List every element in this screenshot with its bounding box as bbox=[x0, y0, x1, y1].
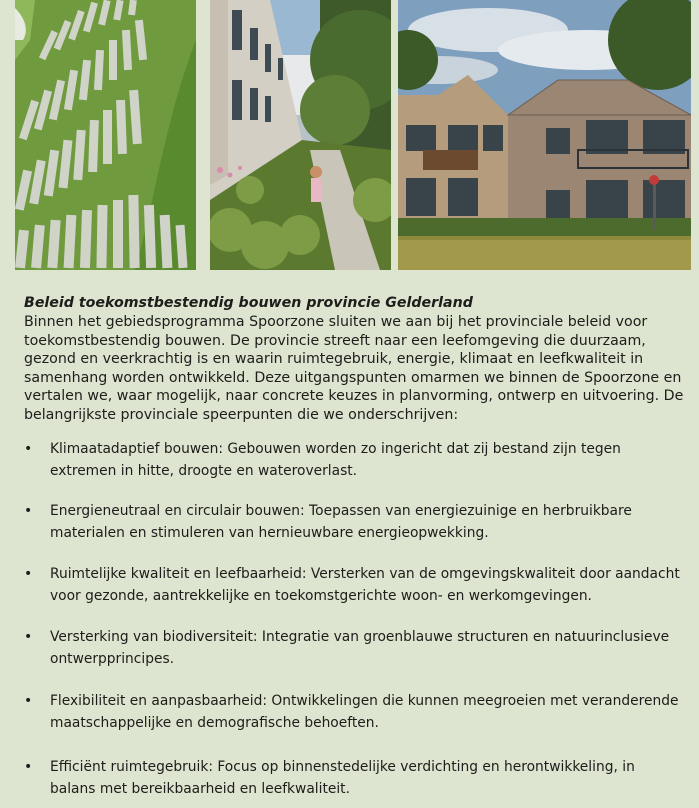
list-item-text: Versterking van biodiversiteit: Integratie van groenblauwe structuren en natuurinclusieve ontwerpprincipes. bbox=[50, 629, 670, 667]
list-item bbox=[24, 626, 684, 670]
list-item bbox=[24, 690, 684, 734]
grass-paver-illustration bbox=[15, 0, 196, 270]
courtyard-illustration bbox=[210, 0, 391, 270]
bullet-icon: • bbox=[24, 693, 33, 709]
intro-paragraph: Binnen het gebiedsprogramma Spoorzone sluiten we aan bij het provinciale beleid voor toekomstbestendig bouwen. De provincie streeft naar een leefomgeving die duurzaam, gezond en veerkrachtig is en waarin ruimtegebruik, energie, klimaat en leefkwaliteit in samenhang worden ontwikkeld. Deze uitgangspunten omarmen we binnen de Spoorzone en vertalen we, waar mogelijk, naar concrete keuzes in planvorming, ontwerp en uitvoering. De belangrijkste provinciale speerpunten die we onderschrijven: bbox=[24, 314, 684, 423]
list-item-text: Klimaatadaptief bouwen: Gebouwen worden zo ingericht dat zij bestand zijn tegen extremen in hitte, droogte en wateroverlast. bbox=[50, 441, 621, 479]
list-item bbox=[24, 756, 684, 800]
timber-houses-photo bbox=[398, 0, 691, 270]
list-item bbox=[24, 563, 684, 607]
bullet-icon: • bbox=[24, 503, 33, 519]
section-heading: Beleid toekomstbestendig bouwen provincie Gelderland bbox=[24, 295, 473, 311]
bullet-icon: • bbox=[24, 629, 33, 645]
courtyard-photo bbox=[210, 0, 391, 270]
list-item-text: Ruimtelijke kwaliteit en leefbaarheid: Versterken van de omgevingskwaliteit door aandacht voor gezonde, aantrekkelijke en toekomstgerichte woon- en werkomgevingen. bbox=[50, 566, 680, 604]
bullet-icon: • bbox=[24, 441, 33, 457]
policy-text-block bbox=[24, 294, 684, 425]
list-item bbox=[24, 438, 684, 482]
grass-paver-photo bbox=[15, 0, 196, 270]
list-item-text: Flexibiliteit en aanpasbaarheid: Ontwikkelingen die kunnen meegroeien met veranderende maatschappelijke en demografische behoeften. bbox=[50, 693, 679, 731]
list-item-text: Energieneutraal en circulair bouwen: Toepassen van energiezuinige en herbruikbare materialen en stimuleren van hernieuwbare energieopwekking. bbox=[50, 503, 632, 541]
list-item-text: Efficiënt ruimtegebruik: Focus op binnenstedelijke verdichting en herontwikkeling, in balans met bereikbaarheid en leefkwaliteit. bbox=[50, 759, 635, 797]
timber-houses-illustration bbox=[398, 0, 691, 270]
bullet-icon: • bbox=[24, 566, 33, 582]
bullet-icon: • bbox=[24, 759, 33, 775]
list-item bbox=[24, 500, 684, 544]
